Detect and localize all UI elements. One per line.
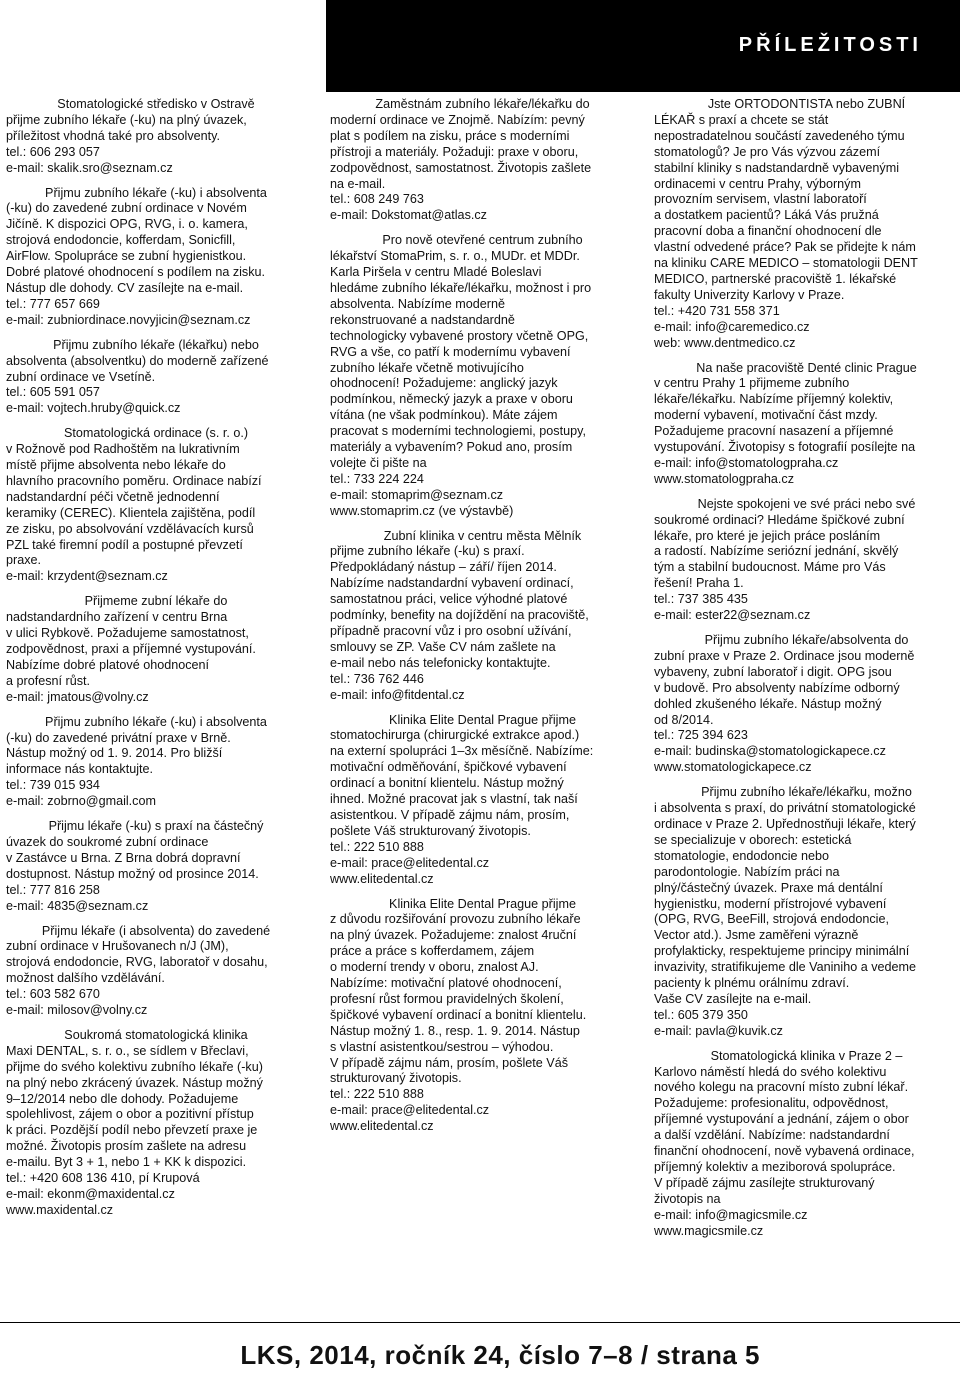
ad-text-line: e-mail: info@magicsmile.cz [654,1207,808,1222]
column-left [6,97,306,1228]
column-middle [330,97,635,1144]
ad-text-line: technologicky vybavené prostory včetně OPG, [330,328,589,343]
ad-text-line: práce a práce s kofferdamem, zájem [330,944,535,959]
ad-text-line: samostatnou práci, velice výhodné platové [330,592,568,607]
ad-text-line: s vlastní asistentkou/sestrou – výhodou. [330,1039,554,1054]
ad-text-line: absolventa. Nabízíme moderně [330,296,506,311]
ad-text-line: (-ku) do zavedené zubní ordinace v Novém [6,201,247,216]
classified-ad [6,97,306,177]
ad-headline: Stomatologická klinika v Praze 2 – [710,1048,903,1063]
ad-text-line: e-mail: skalik.sro@seznam.cz [6,160,173,175]
ad-text-line: špičkové vybavení ordinací a bonitní klientelu. [330,1007,587,1022]
ad-headline: Zubní klinika v centru města Mělník [383,528,582,543]
ad-text-line: na e-mail. [330,176,386,191]
ad-text-line: na plný úvazek. Požadujeme: znalost 4ruční [330,928,577,943]
ad-headline: Přijmu lékaře (-ku) s praxí na částečný [48,819,264,834]
ad-text-line: v centru Prahy 1 přijmeme zubního [654,376,850,391]
ad-text-line: absolventa (absolventku) do moderně zařízené [6,353,269,368]
ad-text-line: materiály a vybavením? Pokud ano, prosím [330,440,573,455]
ad-text-line: tel.: 606 293 057 [6,144,100,159]
ad-text-line: tel.: +420 608 136 410, pí Krupová [6,1171,200,1186]
ad-text-line: Nabízíme nadstandardní vybavení ordinací, [330,576,574,591]
ad-headline: Přijmu zubního lékaře (-ku) i absolventa [45,185,267,200]
ad-text-line: podmínkou, německý jazyk a praxe v oboru [330,392,573,407]
ad-text-line: přijme zubního lékaře (-ku) s praxí. [330,544,525,559]
ad-text-line: tel.: 737 385 435 [654,592,748,607]
ad-text-line: e-mail: stomaprim@seznam.cz [330,487,504,502]
ad-text-line: e-mail: ekonm@maxidental.cz [6,1187,175,1201]
ad-text-line: Karlovo náměstí hledá do svého kolektivu [654,1064,887,1079]
ad-text-line: přijme zubního lékaře (-ku) na plný úvazek, [6,112,247,127]
ad-text-line: www.stomatologickapece.cz [654,760,812,775]
ad-text-line: a další vzdělání. Nabízíme: nadstandardní [654,1128,890,1143]
ad-text-line: řešení! Praha 1. [654,576,744,591]
ad-headline: Klinika Elite Dental Prague přijme [389,712,576,727]
classified-ad [654,97,959,352]
ad-text-line: místě přijme absolventa nebo lékaře do [6,458,226,473]
ad-text-line: e-mailu. Byt 3 + 1, nebo 1 + KK k dispozici. [6,1155,247,1170]
ad-text-line: pacienty k plnému orálnímu zdraví. [654,976,850,991]
ad-text-line: tým a stabilní budoucnost. Máme pro Vás [654,560,886,575]
classified-ad [6,186,306,329]
classified-ad [654,785,959,1040]
ad-text-line: tel.: 725 394 623 [654,728,748,743]
ad-text-line: finanční ohodnocení, nově vybavená ordinace, [654,1144,915,1159]
ad-text-line: nepostradatelnou součástí zavedeného týmu [654,128,905,143]
classified-ad [6,1028,306,1219]
ad-text-line: soukromé ordinaci? Hledáme špičkové zubní [654,512,905,527]
ad-text-line: rekonstruované a nadstandardně [330,312,515,327]
ad-text-line: tel.: 777 816 258 [6,882,100,897]
ad-text-line: lékaře/lékařku. Nabízíme příjemný kolektiv, [654,392,894,407]
ad-text-line: možnost dalšího vzdělávání. [6,971,165,986]
ad-text-line: e-mail: milosov@volny.cz [6,1003,148,1018]
ad-headline: Přijmu zubního lékaře/absolventa do [704,633,909,647]
ad-text-line: e-mail: zubniordinace.novyjicin@seznam.cz [6,312,251,327]
ad-text-line: vystupování. Životopisy s fotografií posílejte na [654,440,916,455]
ad-headline: Zaměstnám zubního lékaře/lékařku do [375,97,590,111]
header-bar [326,0,960,92]
ad-text-line: web: www.dentmedico.cz [654,335,796,350]
classified-ad [654,1049,959,1240]
ad-text-line: Předpokládaný nástup – září/ říjen 2014. [330,560,557,575]
ad-text-line: Nabízíme dobré platové ohodnocení [6,657,210,672]
ad-text-line: vlastní odvedené práce? Pak se přidejte k nám [654,240,916,255]
ad-text-line: asistentkou. V případě zájmu nám, prosím, [330,807,570,822]
classified-ad [330,897,635,1136]
ad-text-line: o moderní trendy v oboru, znalost AJ. [330,960,539,975]
ad-text-line: na plný nebo zkrácený úvazek. Nástup možný [6,1075,263,1090]
ad-text-line: lékaře, pro které je jejich práce posláním [654,528,881,543]
ad-text-line: www.elitedental.cz [330,871,434,886]
ad-text-line: příjemné vystupování a jednání, zájem o obor [654,1112,909,1127]
classified-ad [6,338,306,418]
ad-text-line: tel.: 736 762 446 [330,671,424,686]
ad-text-line: tel.: 222 510 888 [330,839,424,854]
ad-text-line: 9–12/2014 nebo dle dohody. Požadujeme [6,1091,239,1106]
ad-text-line: lékařství StomaPrim, s. r. o., MUDr. et MDDr. [330,249,580,264]
ad-text-line: V případě zájmu zasílejte strukturovaný [654,1175,875,1190]
ad-text-line: Maxi DENTAL, s. r. o., se sídlem v Břeclavi, [6,1043,249,1058]
ad-text-line: vítána (ne však podmínkou). Máte zájem [330,408,558,423]
classified-ad [330,97,635,224]
ad-text-line: pracovní doba a finanční ohodnocení dle [654,224,882,239]
ad-text-line: ihned. Možné pracovat jak s vlastní, tak naší [330,792,578,807]
ad-text-line: strukturovaný životopis. [330,1071,462,1086]
ad-text-line: motivační odměňování, špičkové vybavení [330,760,567,775]
ad-text-line: e-mail: zobrno@gmail.com [6,794,156,809]
ad-headline: Přijmu lékaře (i absolventa) do zavedené [41,923,271,938]
ad-text-line: tel.: 608 249 763 [330,192,424,207]
ad-text-line: e-mail: 4835@seznam.cz [6,898,149,913]
ad-text-line: tel.: 222 510 888 [330,1087,424,1102]
ad-text-line: v Rožnově pod Radhoštěm na lukrativním [6,442,240,457]
ad-headline: Stomatologická ordinace (s. r. o.) [63,426,249,441]
ad-text-line: e-mail nebo nás telefonicky kontaktujte. [330,655,551,670]
ad-headline: Soukromá stomatologická klinika [64,1027,248,1042]
classified-ad [6,594,306,705]
ad-text-line: tel.: +420 731 558 371 [654,303,780,318]
ad-headline: Přijmu zubního lékaře/lékařku, možno [701,785,912,800]
ad-text-line: LÉKAŘ s praxí a chcete se stát [654,112,829,127]
footer-divider [0,1322,960,1323]
ad-text-line: zubní ordinace v Hrušovanech n/J (JM), [6,939,229,954]
ad-text-line: Dobré platové ohodnocení s podílem na zisku. [6,265,266,280]
ad-text-line: Nástup možný od 1. 9. 2014. Pro bližší [6,746,223,761]
ad-text-line: tel.: 603 582 670 [6,987,100,1002]
ad-text-line: a dostatkem pacientů? Láká Vás pružná [654,208,879,223]
classified-ad [330,529,635,704]
ad-text-line: nového kolegu na pracovní místo zubní lékař. [654,1080,909,1095]
ad-text-line: zodpovědnost, samostatnost. Životopis zašlete [330,160,592,175]
ad-text-line: strojová endodoncie, RVG, laboratoř v dosahu, [6,955,268,970]
ad-text-line: Požadujeme pracovní nasazení a příjemné [654,424,894,439]
ad-text-line: PZL také firemní podíl a postupné převzetí [6,537,243,552]
ad-text-line: praxe. [6,553,42,568]
ad-text-line: spolehlivost, zájem o obor a pozitivní přístup [6,1107,254,1122]
ad-headline: Jste ORTODONTISTA nebo ZUBNÍ [707,97,906,111]
ad-text-line: e-mail: info@fitdental.cz [330,687,465,702]
ad-text-line: Jičíně. K dispozici OPG, RVG, i. o. kamera, [6,217,248,232]
ad-text-line: příležitost vhodná také pro absolventy. [6,128,220,143]
ad-text-line: i absolventa s praxí, do privátní stomatologické [654,801,916,816]
ad-text-line: tel.: 605 379 350 [654,1007,748,1022]
ad-text-line: příjemný kolektiv a meziborová spolupráce. [654,1160,896,1174]
ad-text-line: MEDICO, partnerské pracoviště 1. lékařské [654,271,897,286]
ad-text-line: Vector atd.). Jsme zaměřeni výrazně [654,928,859,943]
ad-text-line: zubní ordinace ve Vsetíně. [6,369,156,384]
ad-text-line: ordinacemi v centru Prahy, výborným [654,176,861,191]
classified-ad [6,819,306,914]
ad-text-line: www.elitedental.cz [330,1119,434,1134]
ad-text-line: volejte či pište na [330,455,427,470]
column-right [654,97,959,1249]
ad-text-line: v budově. Pro absolventy nabízíme odborný [654,680,900,695]
ad-text-line: e-mail: Dokstomat@atlas.cz [330,208,487,223]
ad-text-line: stomatologů? Je pro Vás výzvou zázemí [654,144,881,159]
ad-text-line: Požadujeme: profesionalitu, odpovědnost, [654,1096,889,1111]
ad-headline: Přijmu zubního lékaře (lékařku) nebo [53,337,259,352]
ad-text-line: tel.: 733 224 224 [330,471,424,486]
classified-ad [6,715,306,810]
ad-text-line: Karla Piršela v centru Mladé Boleslavi [330,265,542,280]
ad-text-line: zubního lékaře včetně motivujícího [330,360,524,375]
ad-text-line: zubní praxe v Praze 2. Ordinace jsou moderně [654,648,915,663]
ad-text-line: z důvodu rozšiřování provozu zubního lékaře [330,912,581,927]
ad-text-line: invazivity, stratifikujeme dle Vaniniho a vedeme [654,960,917,975]
ad-text-line: e-mail: ester22@seznam.cz [654,608,811,623]
ad-text-line: www.stomatologpraha.cz [654,471,794,486]
ad-text-line: nadstandardního zařízení v centru Brna [6,610,228,625]
ad-text-line: e-mail: info@stomatologpraha.cz [654,455,839,470]
ad-text-line: pošlete Váš strukturovaný životopis. [330,823,531,838]
ad-headline: Pro nově otevřené centrum zubního [382,233,583,248]
ad-text-line: životopis na [654,1191,721,1206]
ad-text-line: a profesní růst. [6,673,90,688]
ad-text-line: hlavního pracovního poměru. Ordinace nabízí [6,473,262,488]
ad-text-line: parodontologie. Nabízím práci na [654,864,840,879]
ad-text-line: k práci. Pozdější podíl nebo převzetí praxe je [6,1123,258,1138]
ad-text-line: na kliniku CARE MEDICO – stomatologii DENT [654,256,918,271]
classified-ad [654,361,959,488]
ad-headline: Stomatologické středisko v Ostravě [57,97,255,111]
ad-text-line: plat s podílem na zisku, práce s moderními [330,128,570,143]
ad-text-line: e-mail: prace@elitedental.cz [330,1103,490,1118]
ad-text-line: na externí spolupráci 1–3x měsíčně. Nabízíme: [330,744,594,759]
ad-text-line: e-mail: krzydent@seznam.cz [6,569,168,584]
ad-text-line: stomatochirurga (chirurgické extrakce apod.) [330,728,580,743]
ad-text-line: www.stomaprim.cz (ve výstavbě) [330,503,514,518]
ad-text-line: ze zisku, po absolvování vzdělávacích kursů [6,521,254,536]
ad-text-line: ordinace v Praze 2. Upřednostňuji lékaře, který [654,816,916,831]
ad-text-line: www.magicsmile.cz [654,1223,764,1238]
ad-text-line: podmínky, benefity na dojíždění na pracoviště, [330,608,589,623]
ad-text-line: e-mail: vojtech.hruby@quick.cz [6,401,181,416]
ad-text-line: (-ku) do zavedené privátní praxe v Brně. [6,730,231,745]
classified-ad [6,426,306,585]
classified-ad [654,633,959,776]
ad-headline: Na naše pracoviště Denté clinic Prague [696,360,917,375]
ad-text-line: AirFlow. Spolupráce se zubní hygienistkou. [6,249,247,264]
ad-headline: Přijmeme zubní lékaře do [84,594,228,609]
ad-text-line: RVG a vše, co patří k modernímu vybavení [330,344,571,359]
ad-text-line: v ulici Rybkově. Požadujeme samostatnost, [6,626,249,641]
ad-text-line: e-mail: pavla@kuvik.cz [654,1023,783,1038]
ad-text-line: moderní vybavení, motivační část mzdy. [654,408,878,423]
ad-text-line: strojová endodoncie, kofferdam, Sonicfill, [6,233,236,248]
ad-text-line: Nástup dle dohody. CV zasílejte na e-mail. [6,280,244,295]
ad-text-line: možné. Životopis prosím zašlete na adresu [6,1139,247,1154]
ad-text-line: od 8/2014. [654,712,714,727]
ad-text-line: Vaše CV zasílejte na e-mail. [654,991,812,1006]
ad-text-line: úvazek do soukromé zubní ordinace [6,834,209,849]
ad-headline: Nejste spokojeni ve své práci nebo své [697,496,916,511]
ad-text-line: hygienistku, moderní přístrojové vybavení [654,896,887,911]
ad-text-line: plný/částečný úvazek. Praxe má dentální [654,880,883,895]
ad-text-line: tel.: 605 591 057 [6,385,100,400]
ad-text-line: dostupnost. Nástup možný od prosince 2014. [6,866,259,881]
ad-text-line: vybaveny, zubní laboratoř i digit. OPG jsou [654,664,892,679]
ad-text-line: profylakticky, respektujeme principy minimální [654,944,910,959]
ad-text-line: zodpovědnost, praxi a příjemné vystupování. [6,642,256,656]
ad-text-line: profesní růst formou pravidelných školení, [330,991,564,1006]
ad-text-line: ohodnocení! Požadujeme: anglický jazyk [330,376,558,391]
ad-text-line: případně pracovní vůz i pro osobní užívání, [330,624,572,638]
ad-headline: Přijmu zubního lékaře (-ku) i absolventa [45,714,267,729]
ad-headline: Klinika Elite Dental Prague přijme [389,896,576,911]
ad-text-line: přijme do svého kolektivu zubního lékaře (-ku) [6,1059,263,1074]
ad-text-line: hledáme zubního lékaře/lékařku, možnost i pro [330,280,592,295]
ad-text-line: se specializuje v oborech: estetická [654,832,852,847]
section-title: PŘÍLEŽITOSTI [738,34,922,56]
ad-text-line: Nástup možný 1. 8., resp. 1. 9. 2014. Nástup [330,1023,580,1038]
ad-text-line: v Zastávce u Brna. Z Brna dobrá dopravní [6,850,241,865]
ad-text-line: stomatologie, endodoncie nebo [654,848,830,863]
ad-text-line: www.maxidental.cz [6,1202,114,1217]
ad-text-line: (OPG, RVG, BeeFill, strojová endodoncie, [654,912,889,927]
ad-text-line: nadstandardní péči včetně jednodenní [6,489,220,504]
classified-ad [330,713,635,888]
ad-text-line: e-mail: budinska@stomatologickapece.cz [654,744,886,759]
page-footer: LKS, 2014, ročník 24, číslo 7–8 / strana 5 [240,1340,760,1370]
ad-text-line: e-mail: info@caremedico.cz [654,319,810,334]
ad-text-line: smlouvy se ZP. Vaše CV nám zašlete na [330,639,556,654]
ad-text-line: e-mail: prace@elitedental.cz [330,855,490,870]
ad-text-line: ordinací a bonitní klientelu. Nástup možný [330,776,564,791]
ad-text-line: provozním servisem, vlastní laboratoří [654,192,867,207]
ad-text-line: stabilní kliniky s nadstandardně vybavenými [654,160,900,175]
ad-text-line: tel.: 777 657 669 [6,296,100,311]
ad-text-line: fakulty Univerzity Karlovy v Praze. [654,287,845,302]
ad-text-line: moderní ordinace ve Znojmě. Nabízím: pevný [330,112,585,127]
ad-text-line: keramiky (CEREC). Klientela zajištěna, podíl [6,505,256,520]
ad-text-line: a radostí. Nabízíme seriózní jednání, skvělý [654,544,899,559]
classified-ad [330,233,635,519]
ad-text-line: Nabízíme: motivační platové ohodnocení, [330,976,562,991]
classified-ad [6,924,306,1019]
classified-ad [654,497,959,624]
ad-text-line: dohled zkušeného lékaře. Nástup možný [654,696,882,711]
ad-text-line: informace nás kontaktujte. [6,762,154,777]
ad-text-line: pracovat s moderními technologiemi, postupy, [330,424,586,439]
ad-text-line: tel.: 739 015 934 [6,778,100,793]
ad-text-line: přístroji a materiály. Požaduji: praxe v oboru, [330,144,579,159]
ad-text-line: V případě zájmu nám, prosím, pošlete Váš [330,1055,568,1070]
ad-text-line: e-mail: jmatous@volny.cz [6,689,149,704]
